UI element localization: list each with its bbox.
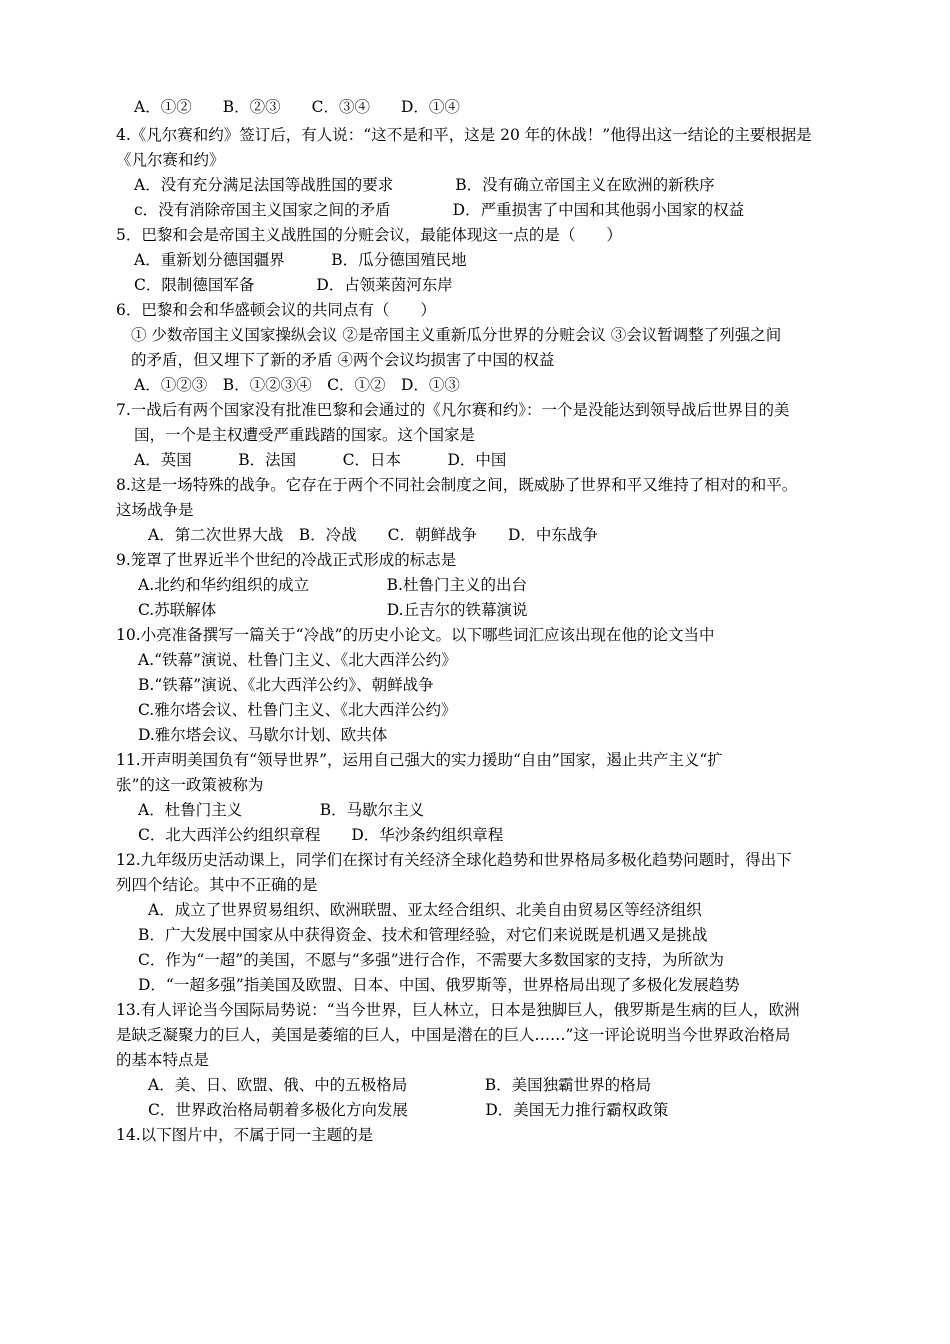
text-line: C．世界政治格局朝着多极化方向发展 D．美国无力推行霸权政策: [148, 1101, 669, 1119]
text-line: 9.笼罩了世界近半个世纪的冷战正式形成的标志是: [116, 551, 457, 569]
text-line: A．①② B．②③ C．③④ D．①④: [134, 98, 460, 116]
text-line: 5．巴黎和会是帝国主义战胜国的分赃会议，最能体现这一点的是（ ）: [116, 226, 622, 244]
text-line: c．没有消除帝国主义国家之间的矛盾 D．严重损害了中国和其他弱小国家的权益: [134, 201, 745, 219]
text-line: A.“铁幕”演说、杜鲁门主义、《北大西洋公约》: [138, 651, 457, 669]
text-line: A．①②③ B．①②③④ C．①② D．①③: [134, 376, 460, 394]
text-line: A．杜鲁门主义 B．马歇尔主义: [138, 801, 425, 819]
text-line: 12.九年级历史活动课上，同学们在探讨有关经济全球化趋势和世界格局多极化趋势问题时，得出下: [116, 851, 792, 869]
text-line: D．“一超多强”指美国及欧盟、日本、中国、俄罗斯等，世界格局出现了多极化发展趋势: [138, 976, 740, 994]
text-line: A．英国 B．法国 C．日本 D．中国: [134, 451, 507, 469]
text-line: 张”的这一政策被称为: [116, 776, 264, 794]
text-line: 6．巴黎和会和华盛顿会议的共同点有（ ）: [116, 301, 436, 319]
text-line: 14.以下图片中，不属于同一主题的是: [116, 1126, 374, 1144]
text-line: C．北大西洋公约组织章程 D．华沙条约组织章程: [138, 826, 504, 844]
text-line: C.雅尔塔会议、杜鲁门主义、《北大西洋公约》: [138, 701, 457, 719]
text-line: C.苏联解体 D.丘吉尔的铁幕演说: [138, 601, 528, 619]
text-line: 4.《凡尔赛和约》签订后，有人说：“这不是和平，这是 20 年的休战！”他得出这一结论的主要根据是: [116, 126, 812, 144]
text-line: 8.这是一场特殊的战争。它存在于两个不同社会制度之间，既威胁了世界和平又维持了相对的和平。: [116, 476, 798, 494]
text-line: B.“铁幕”演说、《北大西洋公约》、朝鲜战争: [138, 676, 434, 694]
text-line: 是缺乏凝聚力的巨人，美国是萎缩的巨人，中国是潜在的巨人……”这一评论说明当今世界政治格局: [116, 1026, 791, 1044]
text-line: A．美、日、欧盟、俄、中的五极格局 B．美国独霸世界的格局: [148, 1076, 652, 1094]
text-line: D.雅尔塔会议、马歇尔计划、欧共体: [138, 726, 388, 744]
text-line: 的矛盾，但又埋下了新的矛盾 ④两个会议均损害了中国的权益: [131, 351, 555, 369]
text-line: 这场战争是: [116, 501, 194, 519]
text-line: C．作为“一超”的美国，不愿与“多强”进行合作，不需要大多数国家的支持，为所欲为: [138, 951, 725, 969]
text-line: 7.一战后有两个国家没有批准巴黎和会通过的《凡尔赛和约》：一个是没能达到领导战后世界目的美: [116, 401, 790, 419]
text-line: 国，一个是主权遭受严重践踏的国家。这个国家是: [134, 426, 476, 444]
text-line: 13.有人评论当今国际局势说：“当今世界，巨人林立，日本是独脚巨人，俄罗斯是生病的巨人，欧洲: [116, 1001, 800, 1019]
text-line: A.北约和华约组织的成立 B.杜鲁门主义的出台: [138, 576, 527, 594]
text-line: A．重新划分德国疆界 B．瓜分德国殖民地: [134, 251, 467, 269]
text-line: B．广大发展中国家从中获得资金、技术和管理经验，对它们来说既是机遇又是挑战: [138, 926, 708, 944]
text-line: 列四个结论。其中不正确的是: [116, 876, 318, 894]
text-line: 《凡尔赛和约》: [116, 151, 225, 169]
text-line: 的基本特点是: [116, 1051, 210, 1069]
text-line: C．限制德国军备 D．占领莱茵河东岸: [134, 276, 453, 294]
text-line: 10.小亮准备撰写一篇关于“冷战”的历史小论文。以下哪些词汇应该出现在他的论文当中: [116, 626, 715, 644]
text-line: A．没有充分满足法国等战胜国的要求 B．没有确立帝国主义在欧洲的新秩序: [134, 176, 715, 194]
text-line: ① 少数帝国主义国家操纵会议 ②是帝国主义重新瓜分世界的分赃会议 ③会议暂调整了列强之间: [131, 326, 782, 344]
text-line: A．第二次世界大战 B．冷战 C．朝鲜战争 D．中东战争: [148, 526, 598, 544]
text-line: A．成立了世界贸易组织、欧洲联盟、亚太经合组织、北美自由贸易区等经济组织: [148, 901, 702, 919]
text-line: 11.开声明美国负有“领导世界”，运用自己强大的实力援助“自由”国家，遏止共产主义“扩: [116, 751, 723, 769]
